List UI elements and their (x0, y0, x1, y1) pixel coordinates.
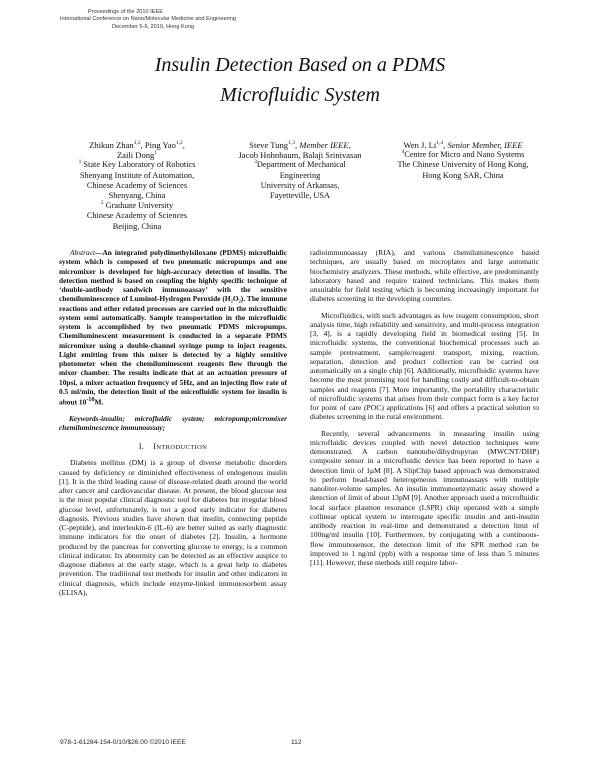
body-paragraph-4: Recently, several advancements in measuring insulin using microfluidic devices coupled with novel detection techniques were demonstrated. A carbon nanotube/dihydropyran (MWCNT/DHP) composite sensor in a microfluidic device has been reported to have a detection limit of 1μM [8]. A SlipChip based approach was demonstrated to perform bead-based heterogeneous immunoassays with multiple nanoliter-volume samples. An insulin immunoenzymatic assay showed a detection of limit of about 13pM [9]. Another approach used a microfluidic local surface plasmon resonance (LSPR) chip operated with a simple collinear optical system to interrogate specific insulin and anti-insulin antibody reaction in real-time and demonstrated a detection limit of 100ng/ml insulin [10]. Furthermore, by conjugating with a continuous-flow immunosensor, the detection limit of the SPR method can be improved to 1 ng/ml (ppb) with a response time of less than 5 minutes [11]. However, these methods still require labor- (310, 428, 539, 567)
author-names-2b: Jacob Hohnbaum, Balaji Srinivasan (238, 150, 362, 161)
author-names-2: Steve Tung$^{1,3}$, Member IEEE, (249, 140, 351, 150)
affiliation-4-line: The Chinese University of Hong Kong, (397, 160, 529, 170)
body-paragraph-1: Diabetes mellitus (DM) is a group of diverse metabolic disorders caused by deficiency or diminished effectiveness of endogenous insulin [1]. It is the third leading cause of disease-related death around the world after cancer and cardiovascular disease. At present, the blood glucose test is the most popular clinical diagnostic tool for diabetes but irregular blood glucose level, unfortunately, is not a good early indicator for diabetes diagnosis. Previous studies have shown that insulin, connecting peptide (C-peptide), and interleukin-6 (IL-6) are better suited as early diagnostic immune indicators for the onset of diabetes [2]. Insulin, a hormone produced by the pancreas for converting glucose to energy, is a common clinical indicator. Its abnormity can be detected as an effective auspice to diagnose diabetes at the early stage, which is a great help to diabetes prevention. The traditional test methods for insulin and other indicators in clinical diagnosis, which include enzyme-linked immunosorbent assay (ELISA), (59, 458, 287, 597)
paper-title (50, 50, 550, 110)
affiliation-2-line: Beijing, China (112, 221, 162, 231)
right-column (310, 248, 539, 567)
proceedings-header (60, 9, 380, 31)
affiliation-1-line: Shenyang, China (108, 191, 166, 201)
author-names-1b: Zaili Dong$^1$ (116, 150, 158, 161)
abstract: Abstract—An integrated polydimethylsiloxane (PDMS) microfluidic system which is composed of two pneumatic micropumps and one micromixer is developed for high-accuracy detection of insulin. The detection method is based on coupling the highly specific technique of ‘double-antibody sandwich immunoassay’ with the sensitive chemiluminescence of Luminol-Hydrogen Peroxide (H₂O₂). The immune reactions and other related processes are carried out in the microfluidic system semi automatically. Sample transportation in the microfluidic system is accomplished by two pneumatic PDMS micropumps. Chemiluminescent measurement is conducted in a separate PDMS micromixer using a double-channel syringe pump to inject reagents. Light emitting from this mixer is detected by a highly sensitive photometer when the chemiluminescent reagents flow through the mixer chamber. The results indicate that at an actuation pressure of 10psi, a mixer actuation frequency of 5Hz, and an injecting flow rate of 0.5 ml/min, the detection limit of the microfluidic system for insulin is about $10^{-10}M$. (59, 248, 287, 407)
affiliation-2-line: Chinese Academy of Sciences (86, 211, 188, 221)
author-block-2 (224, 140, 376, 201)
affiliation-4-line: Hong Kong SAR, China (422, 170, 504, 180)
keywords: Keywords-insulin; microfluidic system; micropump;micromixer chemiluminescence immunoassay; (59, 413, 287, 432)
author-block-1 (62, 140, 212, 232)
paper-title-line-2: Microfluidic System (220, 84, 380, 106)
proceedings-line-1: Proceedings of the 2010 IEEE (88, 9, 163, 15)
affiliation-3-line: University of Arkansas, (260, 180, 340, 190)
affiliation-1-line: Shenyang Institute of Automation, (79, 170, 195, 180)
author-names-3: Wen J. Li$^{1,4}$, Senior Member, IEEE (403, 140, 523, 150)
affiliation-2: $^2$ Graduate University (100, 200, 174, 211)
affiliation-3-line: Fayetteville, USA (270, 191, 330, 201)
author-names-1: Zhikun Zhan$^{1,2}$, Ping Yao$^{1,2}$, (89, 140, 185, 150)
affiliation-1: $^1$ State Key Laboratory of Robotics (78, 159, 196, 170)
body-paragraph-2: radioimmunoassay (RIA), and various chemiluminescence based techniques, are usually based on microplates and large automatic biochemistry analyzers. These methods, while effective, are predominantly laboratory based and require trained technicians. This makes them unsuitable for field testing which is becoming increasingly important for diabetes screening in the developing countries. (310, 248, 539, 304)
affiliation-1-line: Chinese Academy of Sciences (86, 180, 188, 190)
affiliation-3: $^3$Department of Mechanical (254, 159, 346, 170)
left-column (59, 248, 287, 597)
paper-title-line-1: Insulin Detection Based on a PDMS (154, 54, 446, 76)
page-number: 112 (291, 739, 302, 746)
author-block-3 (388, 140, 538, 181)
affiliation-3-line: Engineering (279, 170, 321, 180)
section-heading-introduction: I. INTRODUCTION (138, 442, 208, 452)
affiliation-4: $^4$Centre for Micro and Nano Systems (401, 149, 525, 160)
footer-isbn: 978-1-61284-154-0/10/$26.00 ©2010 IEEE (60, 739, 186, 746)
body-paragraph-3: Microfluidics, with such advantages as low reagent consumption, short analysis time, high reliability and sensitivity, and multi-process integration [3, 4], is a rapidly developing field in biomedical testing [5]. In microfluidic systems, the conventional biochemical processes such as sample pretreatment, sample/reagent transport, mixing, reaction, separation, detection and product collection can be carried out automatically on a single chip [6]. Additionally, microfluidic systems have become the most promising tool for handling costly and difficult-to-obtain samples and reagents [7]. More importantly, the portability characteristic of microfluidic systems that arises from their compact form is a key factor for point of care (POC) applications [6] and offers a practical solution to diabetes screening in the rural environment. (310, 310, 539, 422)
proceedings-line-3: December 5-9, 2010, Hong Kong (112, 23, 195, 30)
proceedings-line-2: International Conference on Nano/Molecular Medicine and Engineering (60, 16, 237, 23)
